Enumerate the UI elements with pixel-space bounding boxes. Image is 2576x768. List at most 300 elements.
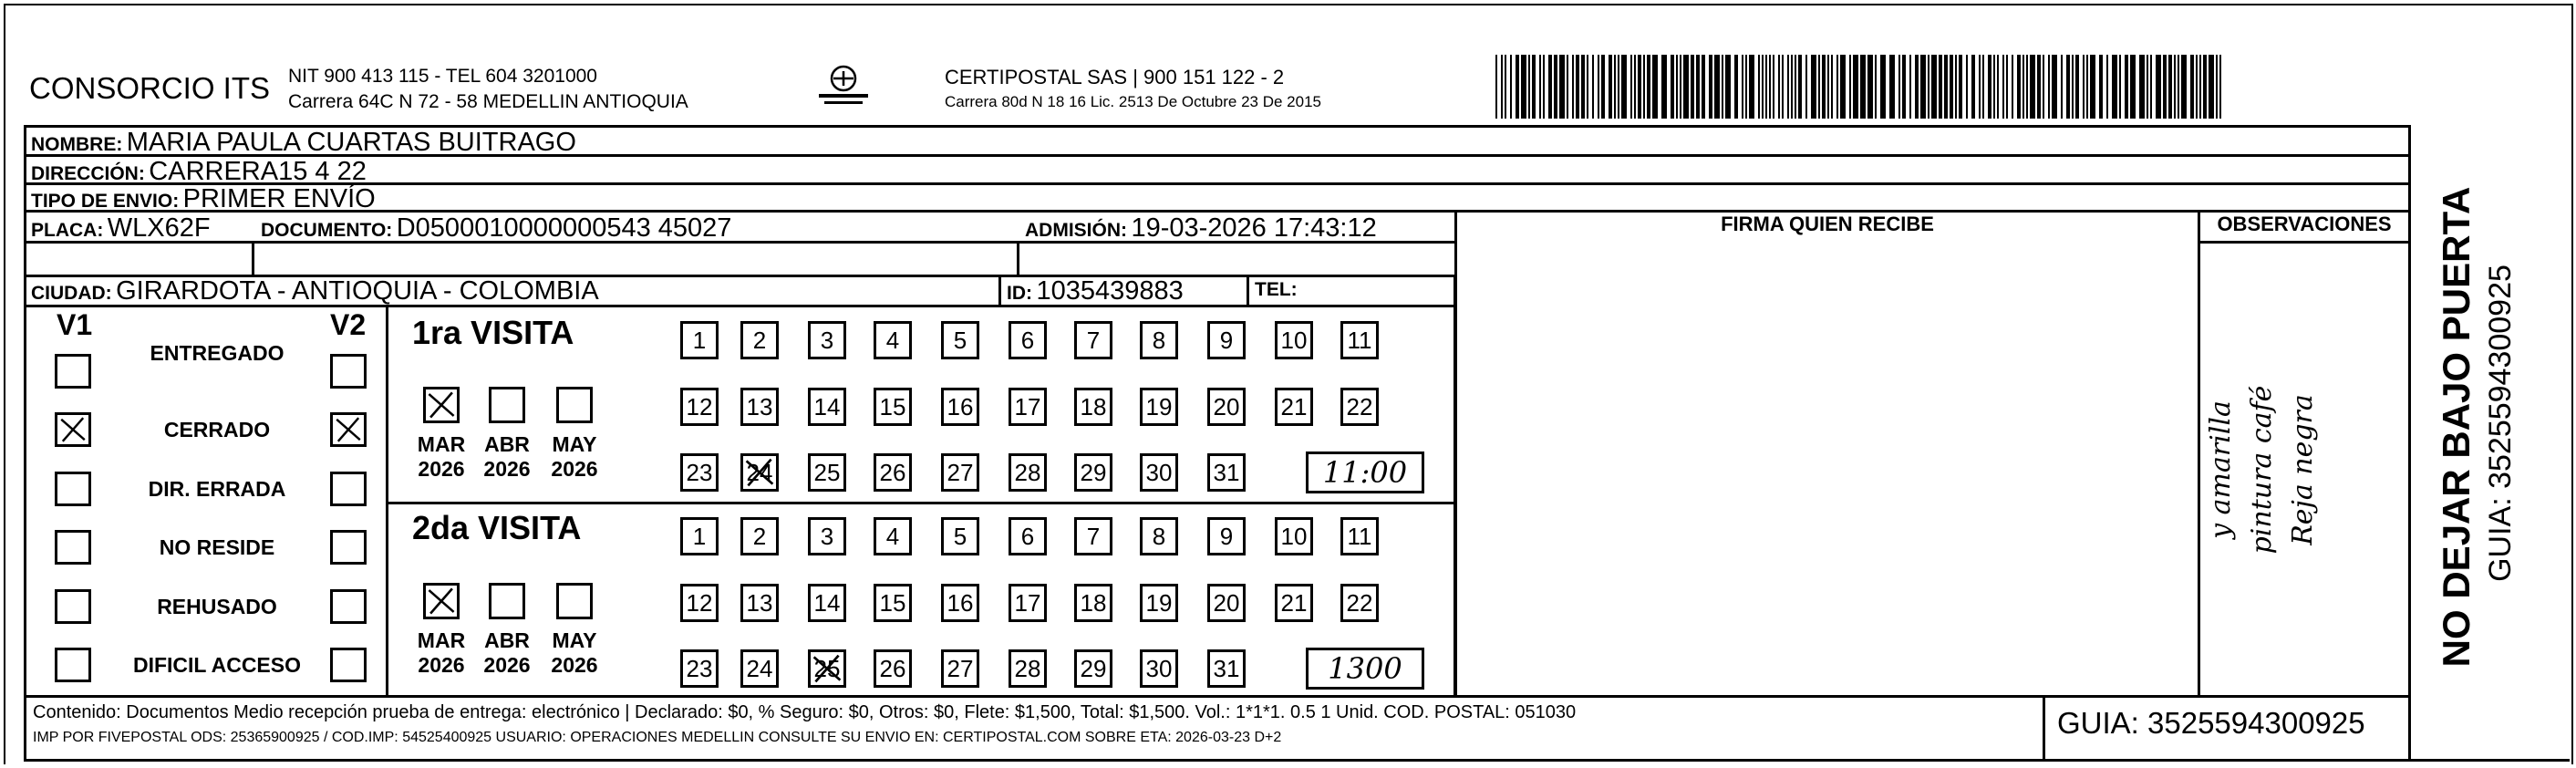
barcode-bar [2181,55,2187,119]
day-box[interactable] [1340,517,1379,555]
barcode-bar [1505,55,1506,119]
day-box[interactable] [874,517,912,555]
barcode-bar [1691,55,1694,119]
month-year: 2026 [418,653,465,677]
day-box[interactable] [1074,453,1112,492]
v1-checkbox[interactable] [55,412,91,447]
month-year: 2026 [483,653,531,677]
barcode-bar [1758,55,1760,119]
barcode-bar [1840,55,1846,119]
day-box[interactable] [1140,517,1178,555]
barcode-bar [1722,55,1723,119]
day-box[interactable] [1207,584,1246,622]
barcode-bar [2086,55,2088,119]
barcode-bar [2196,55,2198,119]
barcode-bar [2139,55,2145,119]
day-box[interactable] [1074,584,1112,622]
barcode-bar [1609,55,1612,119]
day-number: 23 [686,459,713,486]
barcode-bar [1827,55,1829,119]
status-label: DIFICIL ACCESO [132,653,301,677]
day-number: 18 [1080,589,1107,617]
barcode-bar [1853,55,1858,119]
v2-checkbox[interactable] [330,472,367,506]
barcode-bar [1979,55,1981,119]
barcode-bar [1971,55,1975,119]
placa-row [31,213,211,244]
certipostal-logo [812,64,875,109]
status-label: ENTREGADO [150,341,284,365]
v1-checkbox[interactable] [55,589,91,624]
status-label: DIR. ERRADA [148,477,286,501]
ciudad-row [31,276,599,306]
barcode-bar [1521,55,1526,119]
day-box[interactable] [740,649,779,688]
barcode-bar [2066,55,2070,119]
obs-line-1: Reja negra [2287,394,2319,545]
v1-checkbox[interactable] [55,472,91,506]
barcode-bar [2012,55,2013,119]
signature-area[interactable] [1457,241,2198,695]
day-box[interactable] [740,321,779,359]
month-checkbox[interactable] [489,583,525,619]
nombre-row [31,128,576,158]
day-number: 20 [1213,393,1240,420]
day-number: 26 [879,655,906,682]
barcode-bar [2052,55,2057,119]
certipostal-address: Carrera 80d N 18 16 Lic. 2513 De Octubre 23 De 2015 [945,93,1321,110]
barcode-bar [2026,55,2028,119]
placa-value: WLX62F [107,213,211,243]
v2-checkbox[interactable] [330,354,367,389]
barcode-bar [1680,55,1681,119]
day-box[interactable] [740,453,779,492]
barcode-bar [2037,55,2041,119]
day-number: 7 [1086,327,1101,354]
day-number: 27 [947,655,974,682]
day-box[interactable] [808,517,846,555]
day-number: 10 [1280,523,1308,550]
day-box[interactable] [941,517,979,555]
day-box[interactable] [1074,388,1112,426]
barcode-bar [2112,55,2117,119]
documento-label: DOCUMENTO: [261,220,393,241]
day-box[interactable] [808,584,846,622]
barcode-bar [1993,55,1995,119]
time-value: 1300 [1328,651,1402,686]
day-number: 21 [1280,589,1308,617]
day-number: 28 [1014,655,1041,682]
day-number: 11 [1347,327,1372,354]
month-name: MAY [552,432,597,456]
day-box[interactable] [1009,517,1047,555]
barcode-bar [1587,55,1588,119]
month-name: ABR [484,432,530,456]
barcode-bar [1598,55,1599,119]
barcode-bar [2043,55,2044,119]
barcode-bar [2002,55,2004,119]
barcode-bar [1982,55,1984,119]
tipo-label: TIPO DE ENVIO: [31,191,180,212]
barcode-bar [1959,55,1962,119]
day-number: 30 [1145,459,1173,486]
day-number: 8 [1152,523,1166,550]
day-box[interactable] [1009,388,1047,426]
barcode-bar [1554,55,1557,119]
day-box[interactable] [680,584,719,622]
barcode-bar [1818,55,1820,119]
barcode-bar [2023,55,2024,119]
day-number: 21 [1280,393,1308,420]
barcode-bar [1559,55,1565,119]
barcode-bar [1836,55,1838,119]
observaciones-notes [2198,244,2408,695]
barcode-bar [1782,55,1784,119]
barcode-bar [1898,55,1900,119]
day-box[interactable] [1207,321,1246,359]
day-number: 18 [1080,393,1107,420]
day-box[interactable] [874,649,912,688]
company-nit: NIT 900 413 115 - TEL 604 3201000 [288,66,597,87]
day-number: 24 [746,459,773,486]
barcode-bar [1638,55,1641,119]
barcode-bar [1928,55,1929,119]
v1-checkbox[interactable] [55,354,91,389]
day-number: 2 [752,327,767,354]
barcode-bar [2168,55,2172,119]
day-box[interactable] [1140,388,1178,426]
day-number: 14 [813,393,841,420]
barcode-bar [2017,55,2021,119]
day-box[interactable] [1009,453,1047,492]
day-box[interactable] [1275,517,1313,555]
v2-checkbox[interactable] [330,530,367,565]
barcode-bar [2219,55,2221,119]
day-box[interactable] [680,453,719,492]
visit-1-title: 1ra VISITA [412,314,574,351]
day-box[interactable] [941,649,979,688]
barcode-bar [2130,55,2136,119]
company-name: CONSORCIO ITS [29,71,271,105]
obs-line-3: y amarilla [2205,400,2237,539]
day-box[interactable] [874,584,912,622]
day-box[interactable] [1140,321,1178,359]
day-box[interactable] [808,388,846,426]
barcode-bar [1988,55,1991,119]
day-number: 17 [1014,589,1041,617]
barcode-bar [1539,55,1541,119]
day-number: 22 [1346,393,1373,420]
barcode-bar [2178,55,2179,119]
barcode-bar [1955,55,1957,119]
day-box[interactable] [1275,388,1313,426]
day-box[interactable] [874,321,912,359]
day-number: 3 [820,523,834,550]
barcode-bar [1652,55,1658,119]
id-value: 1035439883 [1036,276,1184,306]
barcode-bar [1528,55,1530,119]
day-number: 24 [746,655,773,682]
day-number: 12 [686,393,713,420]
id-label: ID: [1007,283,1032,304]
tipo-row [31,184,376,214]
time-value: 11:00 [1322,455,1408,490]
company-address: Carrera 64C N 72 - 58 MEDELLIN ANTIOQUIA [288,91,688,112]
v1-checkbox[interactable] [55,530,91,565]
status-label: REHUSADO [157,595,277,618]
day-number: 20 [1213,589,1240,617]
day-box[interactable] [1340,321,1379,359]
barcode-bar [1765,55,1767,119]
v1-header: V1 [57,308,93,341]
ciudad-label: CIUDAD: [31,283,112,304]
barcode-bar [1501,55,1503,119]
firma-header: FIRMA QUIEN RECIBE [1721,213,1934,235]
barcode-bar [2075,55,2079,119]
direccion-row [31,157,367,187]
month-label [545,628,604,678]
day-number: 1 [692,523,707,550]
day-number: 13 [746,393,773,420]
barcode-bar [2216,55,2218,119]
obs-line-2: pintura café [2246,385,2278,555]
barcode-bar [2190,55,2194,119]
barcode-bar [1822,55,1826,119]
barcode-bar [1618,55,1619,119]
barcode-bar [1696,55,1700,119]
barcode-bar [1516,55,1519,119]
month-name: MAR [417,432,466,456]
barcode-bar [1769,55,1771,119]
barcode-bar [2203,55,2207,119]
day-number: 13 [746,589,773,617]
barcode-bar [2083,55,2085,119]
barcode-bar [1725,55,1731,119]
barcode-bar [1791,55,1793,119]
day-box[interactable] [1009,649,1047,688]
day-box[interactable] [740,388,779,426]
barcode-bar [1548,55,1552,119]
month-checkbox[interactable] [423,583,460,619]
day-box[interactable] [941,584,979,622]
day-box[interactable] [874,388,912,426]
barcode-bar [2090,55,2095,119]
day-box[interactable] [1207,453,1246,492]
day-number: 7 [1086,523,1101,550]
barcode-bar [1676,55,1678,119]
day-box[interactable] [808,321,846,359]
barcode-bar [1749,55,1754,119]
barcode-bar [1795,55,1796,119]
day-number: 2 [752,523,767,550]
day-number: 31 [1213,459,1240,486]
day-box[interactable] [1140,453,1178,492]
day-box[interactable] [1207,517,1246,555]
day-box[interactable] [941,453,979,492]
barcode-bar [1997,55,1999,119]
barcode-bar [2072,55,2074,119]
footer-imp: IMP POR FIVEPOSTAL ODS: 25365900925 / COD.IMP: 54525400925 USUARIO: OPERACIONES MEDELLIN CONSULTE SU ENVIO EN: CERTIPOSTAL.COM SOBRE ETA: 2026-03-23 D+2 [33,730,1282,745]
month-year: 2026 [551,457,598,481]
month-name: MAY [552,628,597,652]
day-box[interactable] [808,649,846,688]
day-number: 12 [686,589,713,617]
day-box[interactable] [1207,649,1246,688]
day-box[interactable] [1275,321,1313,359]
day-number: 8 [1152,327,1166,354]
barcode-bar [1576,55,1579,119]
barcode-bar [2048,55,2050,119]
day-number: 5 [953,327,967,354]
day-number: 29 [1080,655,1107,682]
v1-checkbox[interactable] [55,648,91,682]
day-number: 31 [1213,655,1240,682]
day-box[interactable] [941,321,979,359]
day-box[interactable] [680,388,719,426]
month-year: 2026 [418,457,465,481]
day-number: 16 [947,589,974,617]
day-number: 19 [1145,589,1173,617]
month-label [412,432,471,482]
day-number: 4 [885,327,900,354]
barcode-bar [1849,55,1851,119]
admision-row [1025,213,1377,244]
day-box[interactable] [680,321,719,359]
day-box[interactable] [1140,649,1178,688]
status-label: CERRADO [163,418,271,441]
v2-checkbox[interactable] [330,648,367,682]
barcode-bar [1889,55,1895,119]
barcode-bar [1543,55,1545,119]
direccion-value: CARRERA15 4 22 [149,157,367,186]
day-number: 22 [1346,589,1373,617]
day-box[interactable] [1074,517,1112,555]
month-checkbox[interactable] [556,583,593,619]
barcode-bar [1931,55,1937,119]
day-box[interactable] [740,517,779,555]
certipostal-nit: CERTIPOSTAL SAS | 900 151 122 - 2 [945,66,1285,88]
barcode-bar [2163,55,2167,119]
v2-header: V2 [330,308,367,341]
day-number: 4 [885,523,900,550]
barcode-bar [1734,55,1738,119]
month-label [478,432,536,482]
day-box[interactable] [1207,388,1246,426]
v2-checkbox[interactable] [330,589,367,624]
day-box[interactable] [1275,584,1313,622]
day-box[interactable] [941,388,979,426]
barcode-bar [2150,55,2152,119]
month-name: MAR [417,628,466,652]
barcode-bar [1778,55,1780,119]
barcode-bar [1647,55,1650,119]
observaciones-header: OBSERVACIONES [2217,213,2392,235]
barcode-bar [1495,55,1497,119]
barcode-bar [1944,55,1948,119]
barcode-bar [2174,55,2176,119]
day-box[interactable] [1140,584,1178,622]
day-number: 28 [1014,459,1041,486]
day-box[interactable] [680,649,719,688]
barcode-bar [2099,55,2103,119]
barcode-bar [1532,55,1536,119]
day-number: 3 [820,327,834,354]
barcode-bar [1572,55,1574,119]
admision-label: ADMISIÓN: [1025,220,1127,241]
barcode-bar [2147,55,2148,119]
day-box[interactable] [680,517,719,555]
month-year: 2026 [551,653,598,677]
barcode-bar [1745,55,1747,119]
day-number: 6 [1020,523,1035,550]
time-box[interactable] [1306,451,1424,493]
status-label: NO RESIDE [159,535,275,559]
barcode-bar [1671,55,1674,119]
day-box[interactable] [1340,388,1379,426]
day-number: 19 [1145,393,1173,420]
day-number: 10 [1280,327,1308,354]
barcode-bar [1787,55,1789,119]
day-box[interactable] [1340,584,1379,622]
month-label [412,628,471,678]
month-checkbox[interactable] [556,387,593,423]
time-box[interactable] [1306,648,1424,690]
barcode-bar [1867,55,1873,119]
barcode-bar [1567,55,1568,119]
day-number: 23 [686,655,713,682]
direccion-label: DIRECCIÓN: [31,163,145,184]
id-row [1007,276,1184,306]
v2-checkbox[interactable] [330,412,367,447]
tel-label: TEL: [1255,279,1298,300]
barcode-bar [1950,55,1953,119]
barcode-bar [1643,55,1645,119]
barcode-bar [2209,55,2214,119]
nombre-label: NOMBRE: [31,134,123,155]
month-checkbox[interactable] [423,387,460,423]
day-box[interactable] [1074,649,1112,688]
day-box[interactable] [740,584,779,622]
barcode-bar [1683,55,1689,119]
barcode-bar [2119,55,2121,119]
month-checkbox[interactable] [489,387,525,423]
day-number: 25 [813,459,841,486]
day-box[interactable] [1009,321,1047,359]
day-box[interactable] [874,453,912,492]
visit-2-title: 2da VISITA [412,509,582,546]
day-box[interactable] [1009,584,1047,622]
tel-row [1255,279,1298,301]
barcode-bar [1875,55,1877,119]
barcode-bar [1621,55,1627,119]
day-number: 9 [1219,327,1234,354]
barcode-bar [1920,55,1926,119]
barcode-bar [1909,55,1911,119]
day-box[interactable] [808,453,846,492]
admision-value: 19-03-2026 17:43:12 [1131,213,1377,243]
day-box[interactable] [1074,321,1112,359]
barcode-bar [1805,55,1807,119]
nombre-value: MARIA PAULA CUARTAS BUITRAGO [126,128,576,157]
barcode-bar [2125,55,2128,119]
day-number: 9 [1219,523,1234,550]
no-dejar-bajo-puerta: NO DEJAR BAJO PUERTA [2435,186,2478,668]
barcode-bar [1630,55,1632,119]
barcode-bar [2006,55,2008,119]
barcode-bar [1581,55,1585,119]
barcode-bar [1709,55,1712,119]
day-number: 11 [1347,523,1372,550]
